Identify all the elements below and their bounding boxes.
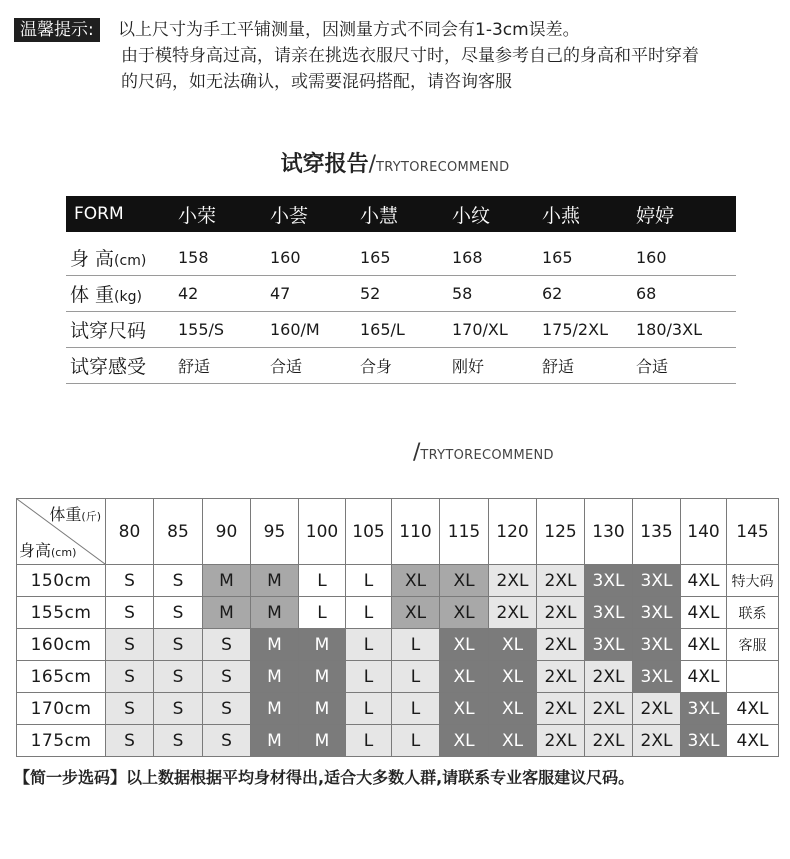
size-cell: L [299, 565, 346, 597]
report-row-unit: (kg) [114, 289, 142, 305]
report-cell: 合身 [360, 357, 393, 376]
size-cell: 2XL [633, 725, 681, 757]
report-cell: 168 [452, 248, 483, 267]
report-title-en: TRYTORECOMMEND [376, 160, 510, 175]
report-cell: 58 [452, 284, 473, 303]
size-cell: S [154, 661, 203, 693]
size-cell: 2XL [537, 629, 585, 661]
size-chart-title [413, 440, 554, 469]
weight-header-cell: 140 [681, 499, 727, 565]
report-cell: 160 [270, 248, 301, 267]
size-cell: 2XL [537, 725, 585, 757]
size-chart-row [17, 565, 779, 597]
size-cell: M [203, 597, 251, 629]
size-cell [727, 661, 779, 693]
size-cell: 3XL [633, 597, 681, 629]
try-on-report-table [66, 196, 736, 384]
corner-weight-text: 体重 [49, 505, 82, 524]
corner-height-label [19, 538, 76, 561]
size-cell: XL [489, 693, 537, 725]
size-cell: S [203, 693, 251, 725]
report-row-label [66, 280, 178, 307]
notice-line-1: 以上尺寸为手工平铺测量，因测量方式不同会有1-3cm误差。 [118, 20, 580, 40]
report-row [66, 276, 736, 312]
notice-line-2: 由于模特身高过高，请亲在挑选衣服尺寸时，尽量参考自己的身高和平时穿着 [121, 46, 699, 66]
report-cell: 68 [636, 284, 657, 303]
weight-header-cell: 130 [585, 499, 633, 565]
weight-header-cell: 90 [203, 499, 251, 565]
report-row-label-text: 体 重 [70, 284, 115, 306]
size-cell: S [106, 629, 154, 661]
size-chart-row [17, 597, 779, 629]
report-header-model: 小燕 [542, 204, 581, 227]
size-cell: XL [440, 565, 489, 597]
size-cell: S [106, 725, 154, 757]
report-cell: 舒适 [178, 357, 211, 376]
report-row [66, 348, 736, 384]
size-cell: S [106, 693, 154, 725]
size-cell: XL [392, 597, 440, 629]
size-cell: S [106, 661, 154, 693]
corner-height-text: 身高 [19, 541, 52, 560]
size-cell: S [154, 565, 203, 597]
size-cell: 2XL [585, 693, 633, 725]
size-cell: 4XL [681, 597, 727, 629]
notice-line-3: 的尺码，如无法确认，或需要混码搭配，请咨询客服 [121, 72, 512, 92]
size-chart-title-en: TRYTORECOMMEND [420, 448, 554, 463]
weight-header-cell: 135 [633, 499, 681, 565]
report-cell: 舒适 [542, 357, 575, 376]
report-cell: 165 [542, 248, 573, 267]
report-row-label-text: 试穿感受 [70, 356, 147, 378]
size-cell: 3XL [585, 629, 633, 661]
size-cell: XL [440, 661, 489, 693]
size-cell: L [346, 693, 392, 725]
size-cell: 特大码 [727, 565, 779, 597]
size-cell: L [346, 565, 392, 597]
size-cell: L [346, 629, 392, 661]
size-cell: M [299, 725, 346, 757]
size-cell: 3XL [681, 693, 727, 725]
size-cell: 2XL [585, 661, 633, 693]
size-cell: 3XL [585, 597, 633, 629]
size-cell: S [154, 725, 203, 757]
report-cell: 158 [178, 248, 209, 267]
size-cell: XL [489, 629, 537, 661]
height-header-cell: 175cm [17, 725, 106, 757]
size-cell: 3XL [633, 661, 681, 693]
size-cell: S [203, 629, 251, 661]
size-cell: M [203, 565, 251, 597]
height-header-cell: 170cm [17, 693, 106, 725]
size-chart-row [17, 693, 779, 725]
size-cell: 联系 [727, 597, 779, 629]
report-body [66, 240, 736, 384]
size-cell: 4XL [681, 565, 727, 597]
size-cell: M [251, 725, 299, 757]
size-cell: M [251, 565, 299, 597]
weight-header-cell: 100 [299, 499, 346, 565]
size-cell: 3XL [681, 725, 727, 757]
size-cell: M [251, 629, 299, 661]
size-cell: XL [489, 661, 537, 693]
report-header-model: 小纹 [452, 204, 491, 227]
report-row-label-text: 试穿尺码 [70, 320, 147, 342]
height-header-cell: 165cm [17, 661, 106, 693]
report-cell: 170/XL [452, 320, 508, 339]
size-cell: S [154, 629, 203, 661]
size-cell: XL [392, 565, 440, 597]
size-cell: M [299, 693, 346, 725]
size-cell: XL [489, 725, 537, 757]
corner-weight-label [49, 502, 101, 525]
report-header-model: 小慧 [360, 204, 399, 227]
height-header-cell: 160cm [17, 629, 106, 661]
report-row [66, 240, 736, 276]
report-cell: 42 [178, 284, 199, 303]
size-chart-corner [17, 499, 106, 565]
size-cell: L [346, 725, 392, 757]
report-header-form: FORM [74, 204, 124, 224]
report-cell: 47 [270, 284, 291, 303]
report-header-model: 小荟 [270, 204, 309, 227]
size-cell: L [392, 725, 440, 757]
size-chart-table [16, 498, 779, 757]
size-cell: S [203, 725, 251, 757]
size-chart-row [17, 725, 779, 757]
notice-badge: 温馨提示: [14, 18, 100, 42]
title-slash: / [368, 152, 377, 177]
size-cell: S [203, 661, 251, 693]
size-cell: 3XL [633, 629, 681, 661]
report-row-label [66, 352, 178, 379]
report-cell: 160 [636, 248, 667, 267]
report-cell: 52 [360, 284, 381, 303]
size-cell: L [392, 661, 440, 693]
weight-header-cell: 95 [251, 499, 299, 565]
report-header-row [66, 196, 736, 232]
title-slash: / [413, 440, 421, 465]
size-cell: M [251, 693, 299, 725]
report-row-label-text: 身 高 [70, 248, 115, 270]
size-chart-row [17, 661, 779, 693]
size-cell: L [346, 661, 392, 693]
corner-height-unit: (cm) [51, 546, 77, 559]
size-cell: L [392, 629, 440, 661]
report-cell: 180/3XL [636, 320, 702, 339]
size-chart-header-row [17, 499, 779, 565]
report-cell: 175/2XL [542, 320, 608, 339]
size-cell: L [392, 693, 440, 725]
size-cell: 2XL [537, 597, 585, 629]
size-cell: 4XL [727, 725, 779, 757]
size-cell: L [346, 597, 392, 629]
size-cell: XL [440, 597, 489, 629]
size-cell: L [299, 597, 346, 629]
size-cell: S [154, 693, 203, 725]
size-cell: M [251, 661, 299, 693]
report-header-model: 小荣 [178, 204, 217, 227]
report-row [66, 312, 736, 348]
size-cell: 3XL [585, 565, 633, 597]
report-cell: 160/M [270, 320, 320, 339]
footer-note: 【简一步选码】以上数据根据平均身材得出,适合大多数人群,请联系专业客服建议尺码。 [14, 768, 635, 787]
size-cell: 3XL [633, 565, 681, 597]
report-title [0, 150, 790, 183]
size-cell: 4XL [681, 661, 727, 693]
size-cell: 4XL [681, 629, 727, 661]
size-cell: 2XL [633, 693, 681, 725]
size-cell: M [251, 597, 299, 629]
report-cell: 62 [542, 284, 563, 303]
report-row-label [66, 316, 178, 343]
report-title-cn: 试穿报告 [280, 152, 369, 177]
weight-header-cell: 125 [537, 499, 585, 565]
height-header-cell: 150cm [17, 565, 106, 597]
weight-header-cell: 85 [154, 499, 203, 565]
size-cell: S [154, 597, 203, 629]
size-cell: S [106, 597, 154, 629]
weight-header-cell: 115 [440, 499, 489, 565]
size-cell: XL [440, 693, 489, 725]
size-cell: XL [440, 725, 489, 757]
report-row-unit: (cm) [114, 253, 147, 269]
weight-header-cell: 80 [106, 499, 154, 565]
size-chart-row [17, 629, 779, 661]
size-cell: XL [440, 629, 489, 661]
size-cell: 客服 [727, 629, 779, 661]
weight-header-cell: 105 [346, 499, 392, 565]
size-cell: M [299, 661, 346, 693]
size-cell: M [299, 629, 346, 661]
report-cell: 165 [360, 248, 391, 267]
report-cell: 155/S [178, 320, 225, 339]
size-cell: S [106, 565, 154, 597]
size-cell: 2XL [585, 725, 633, 757]
corner-weight-unit: (斤) [81, 510, 101, 523]
report-cell: 刚好 [452, 357, 485, 376]
size-cell: 2XL [537, 565, 585, 597]
size-cell: 2XL [489, 565, 537, 597]
report-cell: 165/L [360, 320, 405, 339]
weight-header-cell: 120 [489, 499, 537, 565]
report-row-label [66, 244, 178, 271]
report-cell: 合适 [270, 357, 303, 376]
size-cell: 4XL [727, 693, 779, 725]
size-cell: 2XL [537, 693, 585, 725]
weight-header-cell: 110 [392, 499, 440, 565]
height-header-cell: 155cm [17, 597, 106, 629]
size-cell: 2XL [489, 597, 537, 629]
size-cell: 2XL [537, 661, 585, 693]
weight-header-cell: 145 [727, 499, 779, 565]
report-cell: 合适 [636, 357, 669, 376]
report-header-model: 婷婷 [636, 204, 675, 227]
